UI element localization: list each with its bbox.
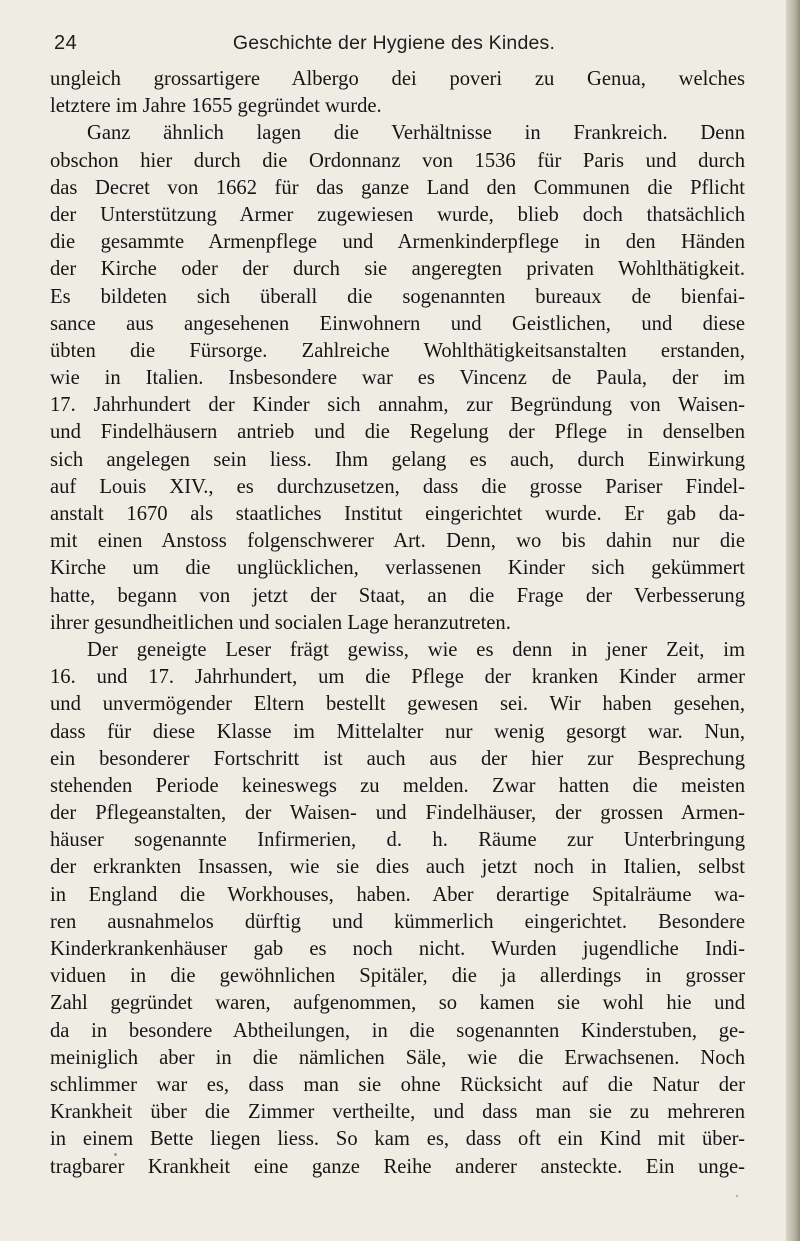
text-line: tragbarer Krankheit eine ganze Reihe anderer ansteckte. Ein unge- xyxy=(50,1155,745,1178)
text-line: ren ausnahmelos dürftig und kümmerlich eingerichtet. Besondere xyxy=(50,910,745,933)
text-line: Kirche um die unglücklichen, verlassenen Kinder sich gekümmert xyxy=(50,557,745,580)
text-line: mit einen Anstoss folgenschwerer Art. Denn, wo bis dahin nur die xyxy=(50,530,745,553)
text-line: obschon hier durch die Ordonnanz von 1536 für Paris und durch xyxy=(50,149,745,172)
text-line: schlimmer war es, dass man sie ohne Rücksicht auf die Natur der xyxy=(50,1073,745,1096)
text-line: Zahl gegründet waren, aufgenommen, so kamen sie wohl hie und xyxy=(50,992,745,1015)
text-line: Ganz ähnlich lagen die Verhältnisse in Frankreich. Denn xyxy=(87,122,745,145)
text-line: die gesammte Armenpflege und Armenkinderpflege in den Händen xyxy=(50,231,745,254)
text-line: in einem Bette liegen liess. So kam es, dass oft ein Kind mit über- xyxy=(50,1128,745,1151)
text-line: ungleich grossartigere Albergo dei poveri zu Genua, welches xyxy=(50,68,745,90)
text-line: Kinderkrankenhäuser gab es noch nicht. Wurden jugendliche Indi- xyxy=(50,938,745,960)
text-line: meiniglich aber in die nämlichen Säle, wie die Erwachsenen. Noch xyxy=(50,1046,745,1069)
text-line: der Pflegeanstalten, der Waisen- und Findelhäuser, der grossen Armen- xyxy=(50,802,745,825)
text-line: übten die Fürsorge. Zahlreiche Wohlthätigkeitsanstalten erstanden, xyxy=(50,339,745,362)
paper-speck xyxy=(736,1195,738,1197)
text-line: anstalt 1670 als staatliches Institut eingerichtet wurde. Er gab da- xyxy=(50,503,745,525)
text-line: Krankheit über die Zimmer vertheilte, und dass man sie zu mehreren xyxy=(50,1101,745,1124)
page-header xyxy=(54,30,734,56)
text-line: das Decret von 1662 für das ganze Land den Communen die Pflicht xyxy=(50,176,745,199)
text-line: der Kirche oder der durch sie angeregten privaten Wohlthätigkeit. xyxy=(50,258,745,281)
text-line: 16. und 17. Jahrhundert, um die Pflege der kranken Kinder armer xyxy=(50,666,745,689)
text-line: wie in Italien. Insbesondere war es Vincenz de Paula, der im xyxy=(50,367,745,390)
text-line: sance aus angesehenen Einwohnern und Geistlichen, und diese xyxy=(50,312,745,335)
text-line: häuser sogenannte Infirmerien, d. h. Räume zur Unterbringung xyxy=(50,829,745,852)
text-line: und unvermögender Eltern bestellt gewesen sei. Wir haben gesehen, xyxy=(50,693,745,716)
text-line: ein besonderer Fortschritt ist auch aus der hier zur Besprechung xyxy=(50,747,745,770)
paper-speck xyxy=(114,1153,117,1156)
text-line: da in besondere Abtheilungen, in die sogenannten Kinderstuben, ge- xyxy=(50,1019,745,1042)
running-title: Geschichte der Hygiene des Kindes. xyxy=(232,32,556,54)
text-line: sich angelegen sein liess. Ihm gelang es auch, durch Einwirkung xyxy=(50,448,745,471)
text-line: viduen in die gewöhnlichen Spitäler, die ja allerdings in grosser xyxy=(50,965,745,988)
text-line: Der geneigte Leser frägt gewiss, wie es denn in jener Zeit, im xyxy=(87,638,745,661)
text-line: letztere im Jahre 1655 gegründet wurde. xyxy=(50,95,382,118)
body-text xyxy=(50,66,745,1181)
text-line: hatte, begann von jetzt der Staat, an die Frage der Verbesserung xyxy=(50,584,745,607)
text-line: der Unterstützung Armer zugewiesen wurde, blieb doch thatsächlich xyxy=(50,203,745,226)
text-line: und Findelhäusern antrieb und die Regelung der Pflege in denselben xyxy=(50,421,745,444)
text-line: in England die Workhouses, haben. Aber derartige Spitalräume wa- xyxy=(50,883,745,906)
text-line: stehenden Periode keineswegs zu melden. Zwar hatten die meisten xyxy=(50,774,745,797)
text-line: 17. Jahrhundert der Kinder sich annahm, zur Begründung von Waisen- xyxy=(50,394,745,417)
text-line: auf Louis XIV., es durchzusetzen, dass die grosse Pariser Findel- xyxy=(50,475,745,498)
text-line: ihrer gesundheitlichen und socialen Lage heranzutreten. xyxy=(50,611,511,634)
text-line: der erkrankten Insassen, wie sie dies auch jetzt noch in Italien, selbst xyxy=(50,856,745,879)
text-line: Es bildeten sich überall die sogenannten bureaux de bienfai- xyxy=(50,285,745,308)
page-edge-shadow xyxy=(786,0,800,1241)
page-number: 24 xyxy=(54,32,78,54)
text-line: dass für diese Klasse im Mittelalter nur wenig gesorgt war. Nun, xyxy=(50,720,745,743)
